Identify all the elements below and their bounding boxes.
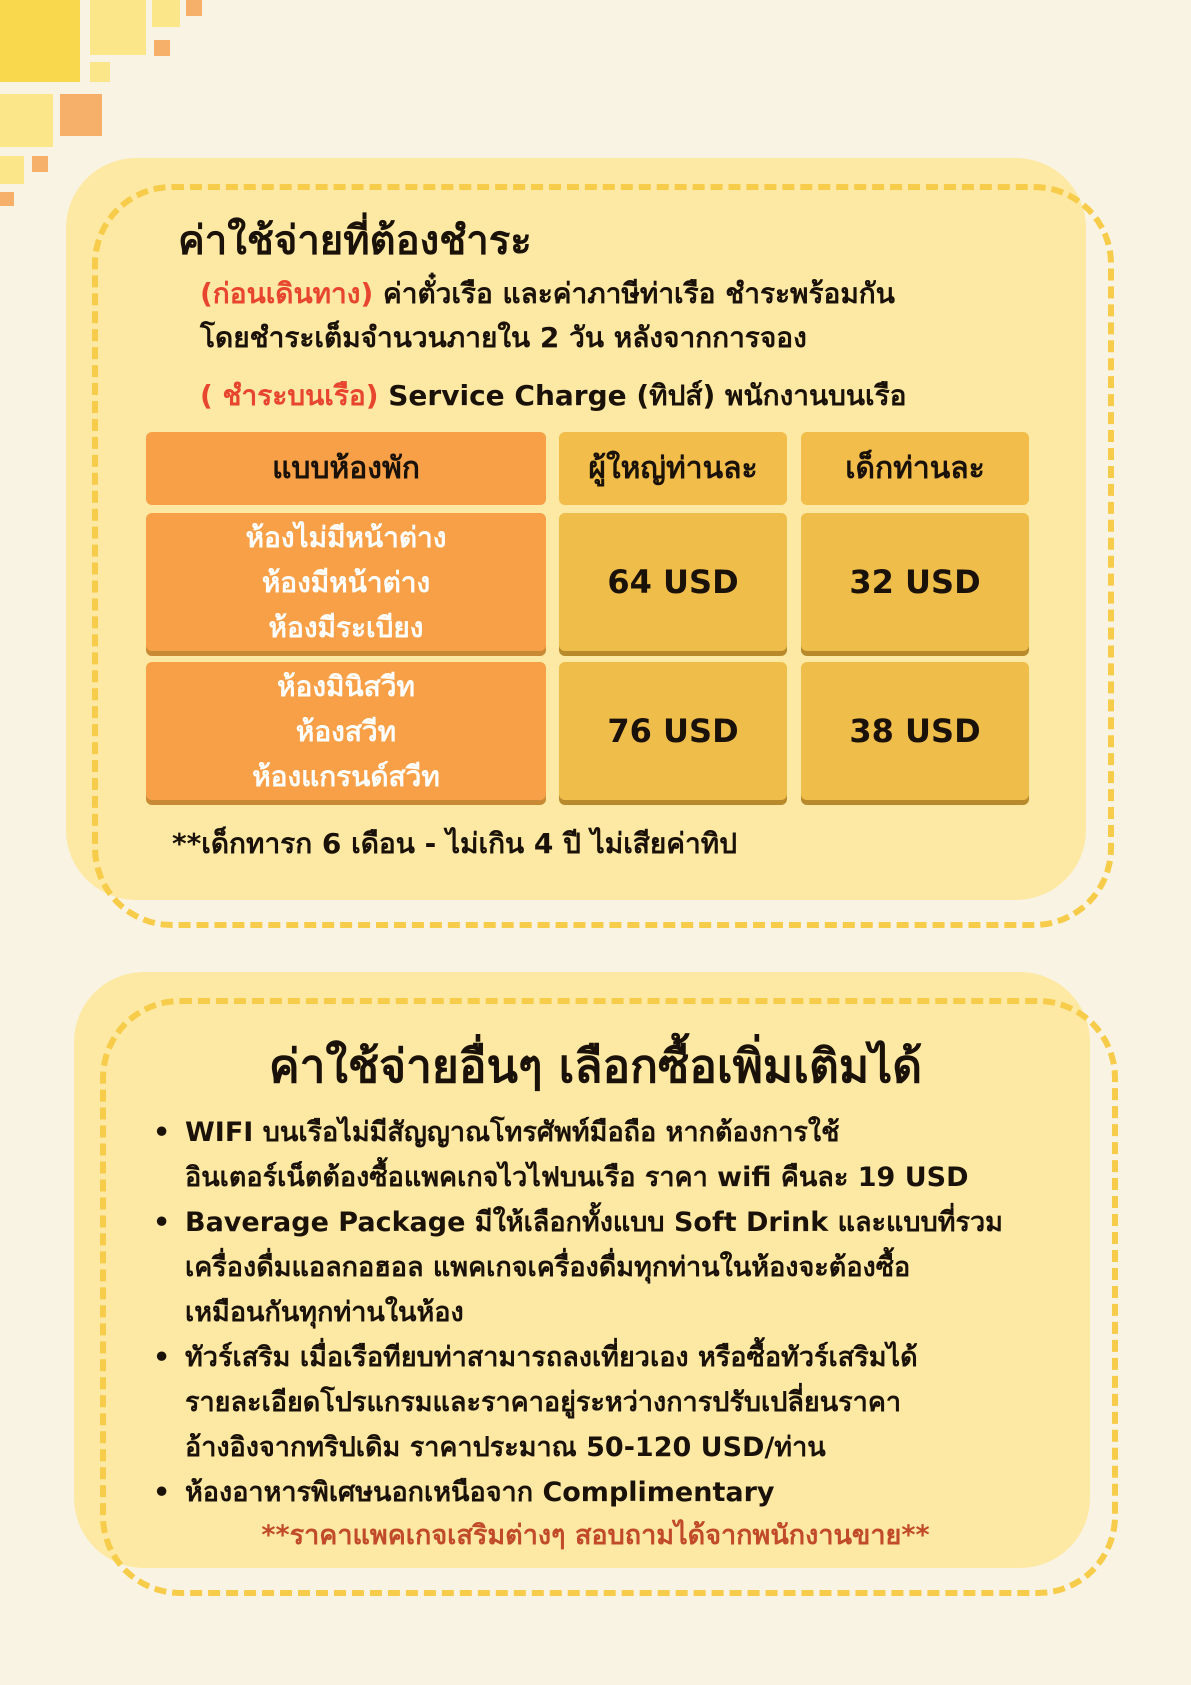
- table-row-1-rooms: [146, 513, 546, 651]
- room-name: ห้องมินิสวีท: [277, 669, 415, 703]
- table-row-1-adult-price: 64 USD: [559, 513, 787, 651]
- list-item-line: • ทัวร์เสริม เมื่อเรือทียบท่าสามารถลงเที่ยวเอง หรือซื้อทัวร์เสริมได้: [185, 1342, 918, 1373]
- list-item-line: • ห้องอาหารพิเศษนอกเหนือจาก Complimentary: [185, 1477, 775, 1508]
- before-travel-tag: (ก่อนเดินทาง): [200, 277, 374, 310]
- table-row-2-rooms: [146, 662, 546, 800]
- list-item-line: อินเตอร์เน็ตต้องซื้อแพคเกจไวไฟบนเรือ ราคา wifi คืนละ 19 USD: [185, 1162, 969, 1193]
- extras-title: ค่าใช้จ่ายอื่นๆ เลือกซื้อเพิ่มเติมได้: [268, 1039, 923, 1093]
- list-item-line: เครื่องดื่มแอลกอฮอล แพคเกจเครื่องดื่มทุกท่านในห้องจะต้องซื้อ: [185, 1252, 911, 1283]
- list-item-line: อ้างอิงจากทริปเดิม ราคาประมาณ 50-120 USD/ท่าน: [185, 1432, 826, 1463]
- room-name: ห้องไม่มีหน้าต่าง: [245, 520, 447, 554]
- extras-contact-note: **ราคาแพคเกจเสริมต่างๆ สอบถามได้จากพนักงานขาย**: [261, 1520, 930, 1551]
- list-item: [153, 1200, 1093, 1335]
- table-row-2-child-price: 38 USD: [801, 662, 1029, 800]
- before-travel-text: ค่าตั๋วเรือ และค่าภาษีท่าเรือ ชำระพร้อมกัน: [373, 277, 895, 310]
- before-travel-line: [200, 272, 895, 316]
- table-row-1-child-price: 32 USD: [801, 513, 1029, 651]
- list-item: [153, 1110, 1093, 1200]
- list-item-line: เหมือนกันทุกท่านในห้อง: [185, 1297, 464, 1328]
- header-child: เด็กท่านละ: [801, 432, 1029, 505]
- list-item-line: รายละเอียดโปรแกรมและราคาอยู่ระหว่างการปรับเปลี่ยนราคา: [185, 1387, 902, 1418]
- list-item: [153, 1470, 1093, 1515]
- onboard-tag: ( ชำระบนเรือ): [200, 379, 379, 412]
- payment-terms: โดยชำระเต็มจำนวนภายใน 2 วัน หลังจากการจอง: [200, 321, 807, 354]
- room-name: ห้องมีระเบียง: [268, 610, 424, 644]
- onboard-line: [200, 374, 906, 418]
- room-name: ห้องสวีท: [295, 714, 397, 748]
- infant-note: **เด็กทารก 6 เดือน - ไม่เกิน 4 ปี ไม่เสียค่าทิป: [172, 827, 737, 860]
- header-room-type: แบบห้องพัก: [146, 432, 546, 505]
- list-item-line: • WIFI บนเรือไม่มีสัญญาณโทรศัพท์มือถือ หากต้องการใช้: [185, 1117, 840, 1148]
- extras-list: [153, 1110, 1093, 1515]
- payment-title: ค่าใช้จ่ายที่ต้องชำระ: [178, 218, 532, 264]
- onboard-text: Service Charge (ทิปส์) พนักงานบนเรือ: [378, 379, 907, 412]
- list-item: [153, 1335, 1093, 1470]
- room-name: ห้องมีหน้าต่าง: [261, 565, 431, 599]
- table-row-2-adult-price: 76 USD: [559, 662, 787, 800]
- list-item-line: • Baverage Package มีให้เลือกทั้งแบบ Soft Drink และแบบที่รวม: [185, 1207, 1003, 1238]
- room-name: ห้องแกรนด์สวีท: [252, 759, 440, 793]
- header-adult: ผู้ใหญ่ท่านละ: [559, 432, 787, 505]
